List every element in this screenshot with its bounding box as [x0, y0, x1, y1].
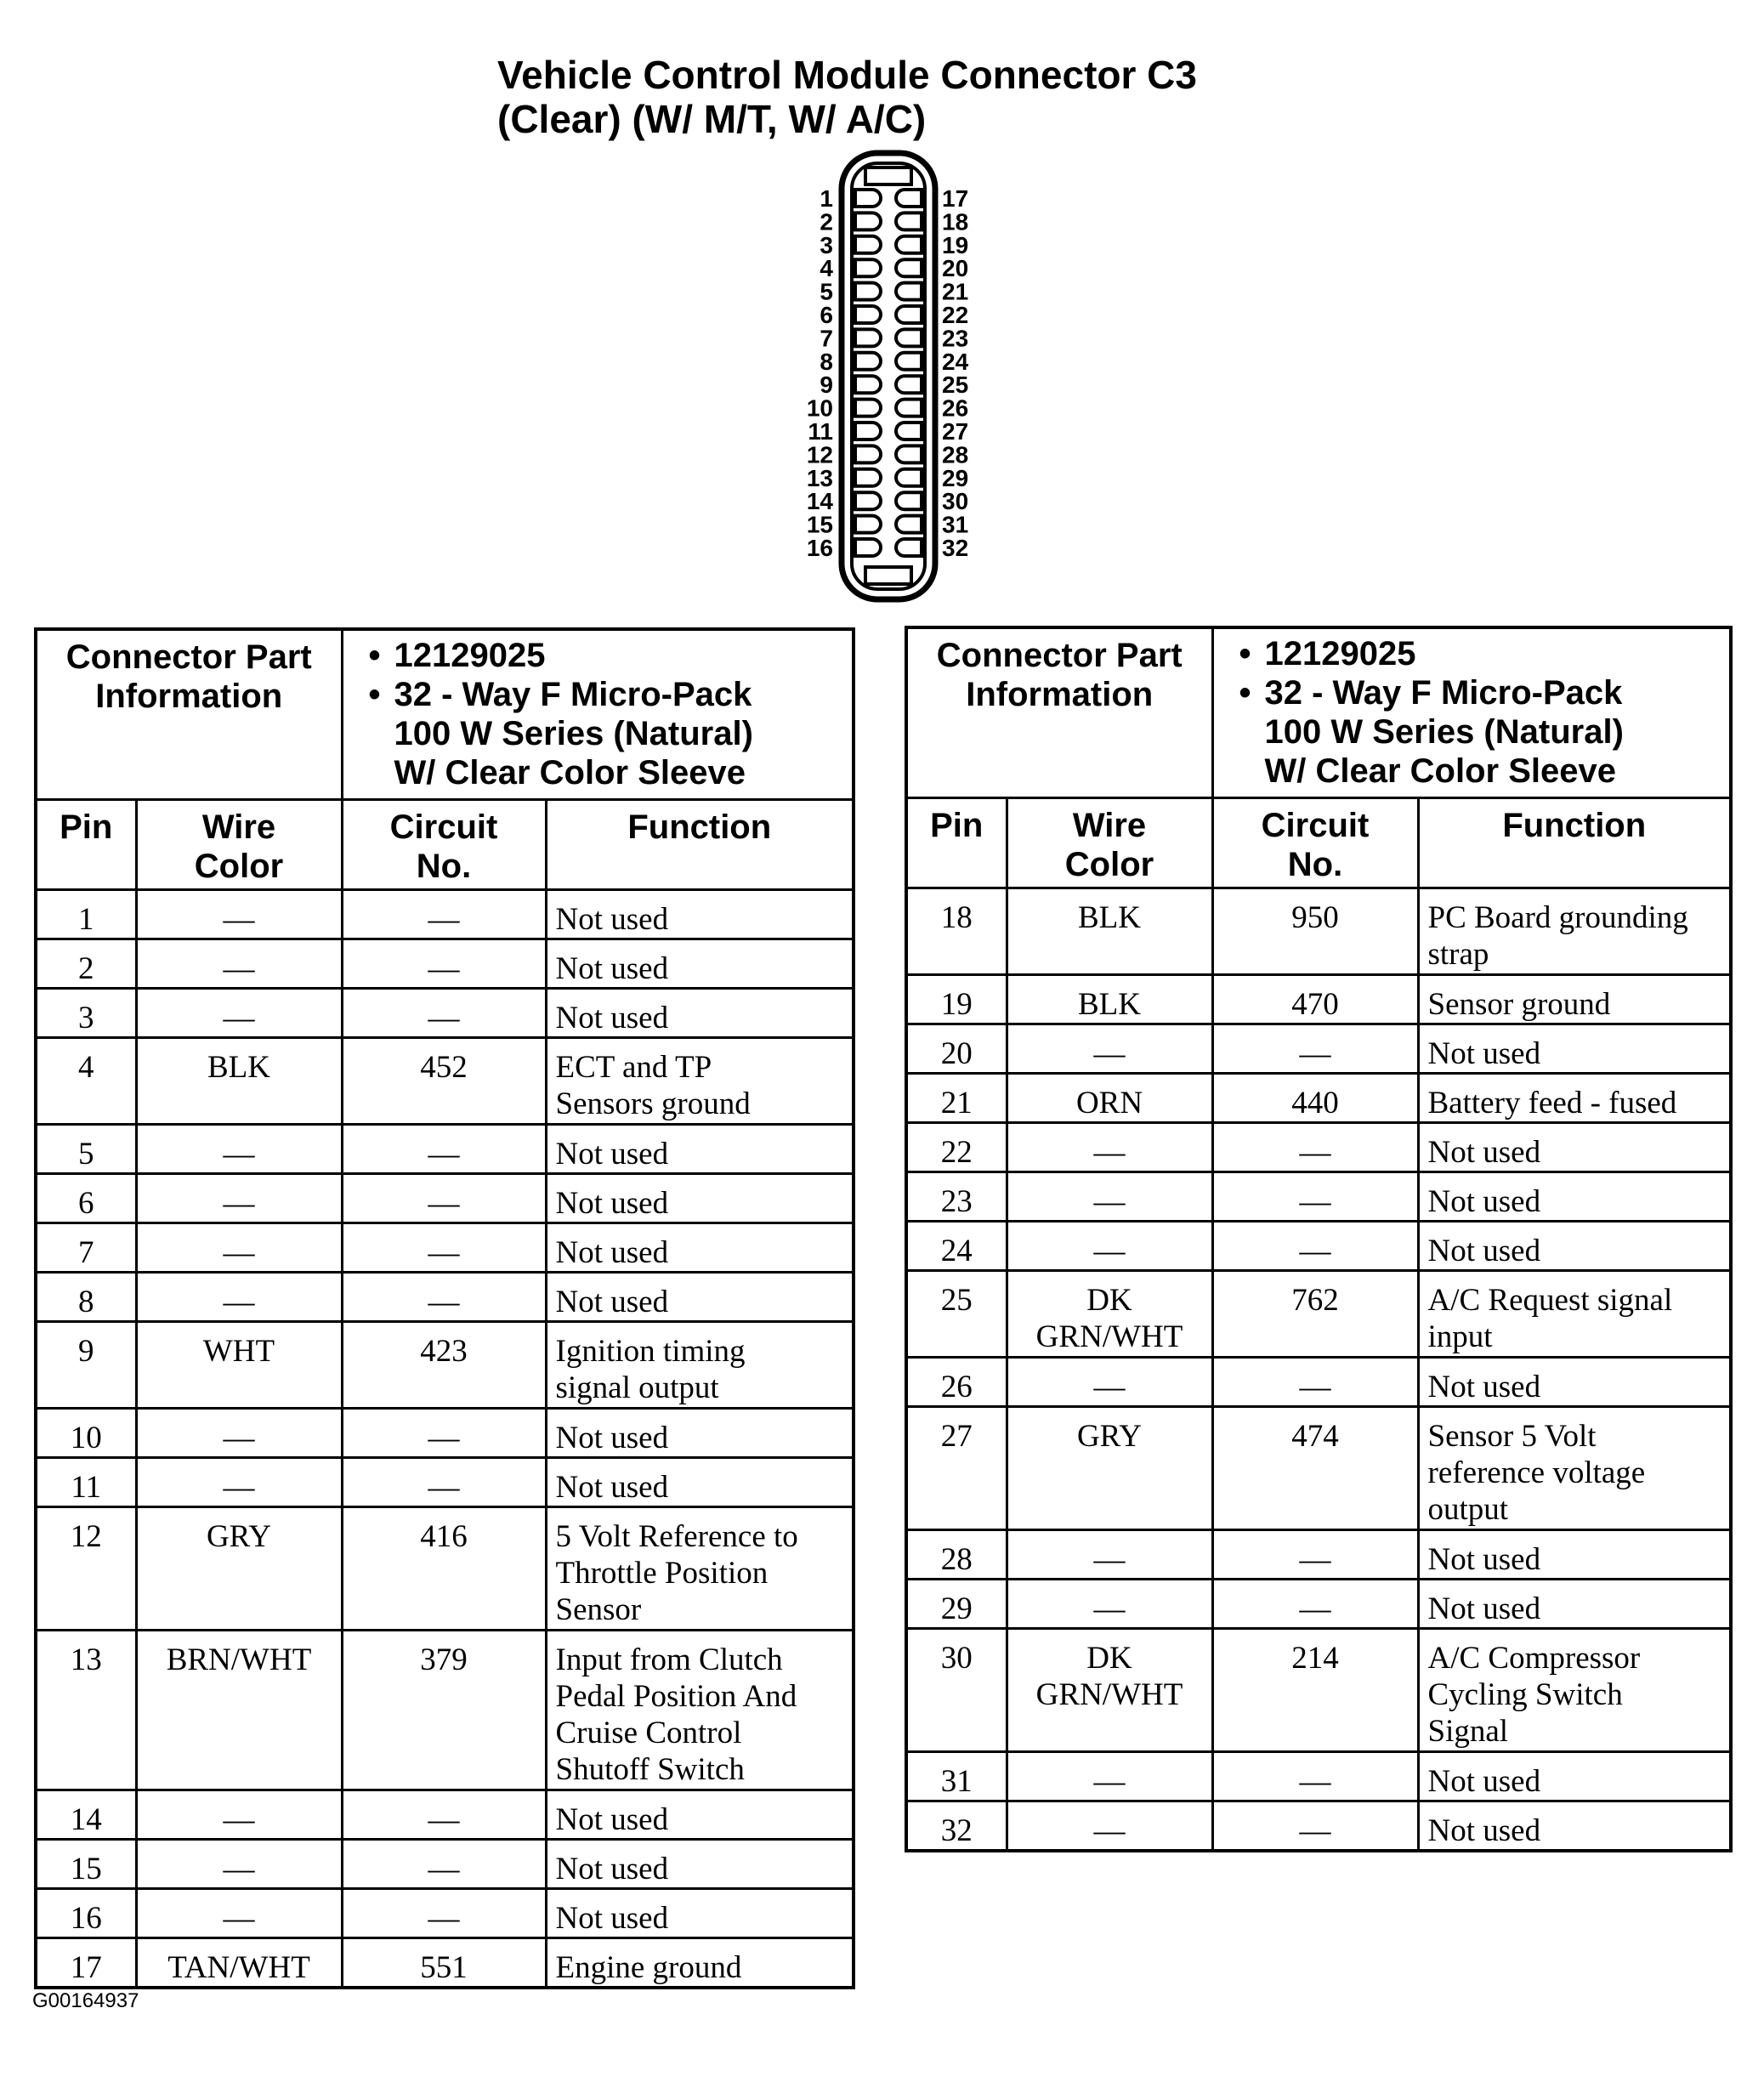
function-line: Not used	[555, 1000, 669, 1035]
pin-cavity-left	[855, 190, 881, 207]
wire-color-cell: —	[1007, 1122, 1212, 1171]
circuit-cell: 950	[1212, 888, 1418, 974]
function-line: Not used	[555, 901, 669, 937]
wire-color-cell: GRY	[1007, 1406, 1212, 1529]
circuit-cell: 379	[342, 1630, 546, 1790]
wire-color-cell: —	[136, 988, 342, 1037]
function-cell	[546, 1272, 854, 1321]
pin-number-label: 28	[942, 441, 969, 468]
function-cell	[546, 988, 854, 1037]
table-row	[906, 1628, 1731, 1751]
pin-number-label: 5	[820, 278, 833, 305]
table-row	[36, 1457, 854, 1506]
function-cell	[546, 1888, 854, 1937]
wire-color-cell: BRN/WHT	[136, 1630, 342, 1790]
part-info-label: Connector Part Information	[36, 629, 342, 799]
table-row	[906, 1357, 1731, 1406]
circuit-cell: —	[342, 1173, 546, 1223]
pin-cell: 4	[36, 1037, 136, 1124]
pin-cavity-left	[855, 445, 881, 462]
table-row	[36, 988, 854, 1037]
pin-number-label: 4	[820, 255, 833, 282]
function-line: Not used	[1427, 1591, 1541, 1626]
circuit-cell: —	[1212, 1024, 1418, 1073]
function-cell	[546, 1037, 854, 1124]
table-row	[36, 1630, 854, 1790]
wire-color-cell: —	[1007, 1579, 1212, 1628]
pin-number-label: 8	[820, 348, 833, 375]
pin-cell: 12	[36, 1506, 136, 1630]
table-row	[906, 1171, 1731, 1221]
function-cell	[546, 1506, 854, 1630]
function-line: Throttle Position	[555, 1555, 769, 1591]
pin-cell: 21	[906, 1073, 1007, 1122]
pin-number-label: 9	[820, 372, 833, 399]
pin-cell: 13	[36, 1630, 136, 1790]
pin-cell: 2	[36, 939, 136, 988]
pin-number-label: 3	[820, 231, 833, 258]
wire-color-cell: —	[1007, 1751, 1212, 1801]
function-cell	[546, 1630, 854, 1790]
function-line: Battery feed - fused	[1427, 1085, 1677, 1120]
circuit-cell: —	[342, 1839, 546, 1888]
part-info-row	[36, 629, 854, 799]
col-header-pin: Pin	[36, 799, 136, 889]
wire-color-cell: —	[136, 1839, 342, 1888]
function-line: Not used	[555, 1851, 669, 1886]
col-header-wire-color: Wire Color	[1007, 797, 1212, 888]
circuit-cell: 440	[1212, 1073, 1418, 1122]
circuit-cell: —	[342, 1790, 546, 1839]
pin-cavity-left	[855, 329, 881, 346]
pin-cavity-left	[855, 400, 881, 417]
pin-cell: 8	[36, 1272, 136, 1321]
table-row	[36, 1790, 854, 1839]
function-cell	[546, 1408, 854, 1457]
pin-cell: 15	[36, 1839, 136, 1888]
function-cell	[546, 1321, 854, 1408]
title-line-1: Vehicle Control Module Connector C3	[497, 53, 1197, 97]
pin-number-label: 21	[942, 278, 969, 305]
function-line: Shutoff Switch	[555, 1751, 745, 1787]
wire-color-cell: —	[1007, 1357, 1212, 1406]
wire-color-cell: BLK	[136, 1037, 342, 1124]
pin-cavity-right	[896, 423, 922, 440]
pin-number-label: 26	[942, 394, 969, 422]
function-line: Not used	[555, 1900, 669, 1936]
wire-color-cell: —	[136, 1457, 342, 1506]
function-line: Not used	[555, 1469, 669, 1505]
pin-number-label: 24	[942, 348, 969, 375]
function-line: Not used	[555, 1185, 669, 1221]
col-header-circuit-no: Circuit No.	[342, 799, 546, 889]
function-line: Engine ground	[555, 1949, 742, 1985]
part-info-row	[906, 627, 1731, 797]
pin-cell: 27	[906, 1406, 1007, 1529]
function-line: strap	[1427, 936, 1489, 972]
column-header-row	[906, 797, 1731, 888]
function-cell	[1418, 1751, 1731, 1801]
pin-cavity-left	[855, 259, 881, 276]
pin-cavity-right	[896, 376, 922, 393]
circuit-cell: 551	[342, 1937, 546, 1988]
function-cell	[1418, 1073, 1731, 1122]
pin-cavity-right	[896, 190, 922, 207]
circuit-cell: 423	[342, 1321, 546, 1408]
connector-latch-top	[865, 167, 911, 184]
function-cell	[1418, 1221, 1731, 1270]
function-line: Not used	[1427, 1813, 1541, 1848]
function-cell	[1418, 1406, 1731, 1529]
circuit-cell: —	[342, 988, 546, 1037]
pin-cavity-right	[896, 236, 922, 253]
wire-color-cell: —	[1007, 1529, 1212, 1579]
circuit-cell: —	[1212, 1751, 1418, 1801]
circuit-cell: —	[1212, 1221, 1418, 1270]
pin-cell: 10	[36, 1408, 136, 1457]
function-line: Signal	[1427, 1713, 1509, 1749]
wire-color-cell: DK GRN/WHT	[1007, 1270, 1212, 1357]
pin-cell: 28	[906, 1529, 1007, 1579]
function-line: Input from Clutch	[555, 1642, 783, 1677]
function-cell	[546, 1839, 854, 1888]
function-line: Not used	[1427, 1183, 1541, 1219]
wire-color-cell: BLK	[1007, 888, 1212, 974]
function-cell	[1418, 1122, 1731, 1171]
pin-cavity-right	[896, 539, 922, 556]
function-cell	[546, 1457, 854, 1506]
pin-cell: 14	[36, 1790, 136, 1839]
connector-c3-diagram	[799, 149, 986, 608]
pin-number-label: 7	[820, 325, 833, 352]
wire-color-cell: BLK	[1007, 974, 1212, 1024]
pin-number-label: 1	[820, 185, 833, 212]
pin-number-label: 12	[806, 441, 833, 468]
table-row	[906, 1801, 1731, 1851]
wire-color-cell: —	[136, 939, 342, 988]
function-line: PC Board grounding	[1427, 899, 1688, 935]
table-row	[36, 1124, 854, 1173]
wire-color-cell: DK GRN/WHT	[1007, 1628, 1212, 1751]
table-row	[36, 1937, 854, 1988]
wire-color-cell: —	[136, 889, 342, 939]
pin-cell: 22	[906, 1122, 1007, 1171]
function-line: Not used	[1427, 1035, 1541, 1071]
wire-color-cell: —	[136, 1124, 342, 1173]
function-line: reference voltage	[1427, 1455, 1646, 1490]
circuit-cell: —	[1212, 1579, 1418, 1628]
pin-cavity-right	[896, 492, 922, 509]
wire-color-cell: —	[1007, 1171, 1212, 1221]
pin-cell: 6	[36, 1173, 136, 1223]
wire-color-cell: —	[1007, 1221, 1212, 1270]
pin-cell: 32	[906, 1801, 1007, 1851]
table-row	[906, 1221, 1731, 1270]
function-line: Not used	[1427, 1134, 1541, 1170]
pin-cavity-right	[896, 469, 922, 486]
pinout-table-left	[34, 627, 855, 1989]
pin-number-label: 11	[808, 418, 833, 445]
function-line: A/C Compressor	[1427, 1640, 1641, 1676]
table-row	[36, 1223, 854, 1272]
pin-cavity-left	[855, 516, 881, 533]
column-header-row	[36, 799, 854, 889]
function-cell	[546, 1790, 854, 1839]
circuit-cell: —	[342, 1888, 546, 1937]
wire-color-cell: —	[136, 1272, 342, 1321]
function-line: signal output	[555, 1370, 719, 1405]
pin-cell: 11	[36, 1457, 136, 1506]
pin-number-label: 25	[942, 372, 969, 399]
pin-cell: 19	[906, 974, 1007, 1024]
function-line: Sensors ground	[555, 1086, 751, 1121]
function-line: ECT and TP	[555, 1049, 712, 1085]
function-cell	[546, 1124, 854, 1173]
part-info-label: Connector Part Information	[906, 627, 1212, 797]
function-cell	[1418, 1270, 1731, 1357]
table-row	[906, 974, 1731, 1024]
pin-number-label: 15	[806, 511, 833, 538]
pin-cavity-right	[896, 400, 922, 417]
pin-number-label: 13	[806, 464, 833, 491]
function-cell	[546, 1223, 854, 1272]
pinout-table-right	[905, 626, 1733, 1852]
wire-color-cell: TAN/WHT	[136, 1937, 342, 1988]
pin-cell: 16	[36, 1888, 136, 1937]
pin-cell: 9	[36, 1321, 136, 1408]
pin-cell: 5	[36, 1124, 136, 1173]
pin-number-label: 2	[820, 208, 833, 235]
wire-color-cell: —	[1007, 1024, 1212, 1073]
col-header-circuit-no: Circuit No.	[1212, 797, 1418, 888]
col-header-function: Function	[1418, 797, 1731, 888]
function-line: Cruise Control	[555, 1715, 742, 1750]
pin-cavity-left	[855, 539, 881, 556]
pin-number-label: 14	[806, 488, 833, 515]
function-cell	[546, 1937, 854, 1988]
circuit-cell: —	[342, 1124, 546, 1173]
pin-cavity-left	[855, 236, 881, 253]
pin-cavity-left	[855, 376, 881, 393]
circuit-cell: 452	[342, 1037, 546, 1124]
pin-cavity-left	[855, 469, 881, 486]
part-number: • 12129025	[394, 636, 853, 675]
pin-cavity-right	[896, 353, 922, 370]
pin-cell: 31	[906, 1751, 1007, 1801]
table-row	[36, 1173, 854, 1223]
circuit-cell: —	[342, 1457, 546, 1506]
circuit-cell: —	[342, 939, 546, 988]
pin-number-label: 23	[942, 325, 969, 352]
function-line: Sensor	[555, 1591, 642, 1627]
diagram-title	[497, 53, 1197, 141]
pin-cell: 17	[36, 1937, 136, 1988]
connector-latch-bottom	[865, 567, 911, 584]
pin-number-label: 18	[942, 208, 969, 235]
function-cell	[1418, 1529, 1731, 1579]
function-line: A/C Request signal	[1427, 1282, 1673, 1318]
col-header-wire-color: Wire Color	[136, 799, 342, 889]
circuit-cell: 416	[342, 1506, 546, 1630]
table-row	[36, 1888, 854, 1937]
function-line: Not used	[555, 1136, 669, 1171]
function-line: Pedal Position And	[555, 1678, 797, 1714]
function-line: Not used	[555, 1801, 669, 1837]
pin-cavity-right	[896, 259, 922, 276]
wire-color-cell: —	[136, 1790, 342, 1839]
circuit-cell: —	[1212, 1529, 1418, 1579]
pin-cell: 7	[36, 1223, 136, 1272]
function-cell	[1418, 888, 1731, 974]
function-line: Sensor 5 Volt	[1427, 1418, 1597, 1454]
pin-number-label: 29	[942, 464, 969, 491]
circuit-cell: —	[1212, 1122, 1418, 1171]
pin-cavity-left	[855, 423, 881, 440]
pin-cavity-left	[855, 306, 881, 323]
function-line: input	[1427, 1319, 1493, 1354]
function-line: output	[1427, 1491, 1509, 1527]
function-cell	[1418, 974, 1731, 1024]
pin-number-label: 30	[942, 488, 969, 515]
pin-cell: 24	[906, 1221, 1007, 1270]
pin-cavity-right	[896, 213, 922, 230]
table-row	[36, 1037, 854, 1124]
function-cell	[1418, 1579, 1731, 1628]
pin-cavity-right	[896, 329, 922, 346]
circuit-cell: —	[342, 889, 546, 939]
pin-cavity-right	[896, 445, 922, 462]
table-row	[906, 1579, 1731, 1628]
figure-id: G00164937	[32, 1989, 139, 2012]
function-cell	[1418, 1801, 1731, 1851]
function-line: Not used	[1427, 1369, 1541, 1404]
pin-cavity-right	[896, 306, 922, 323]
function-cell	[546, 1173, 854, 1223]
table-row	[36, 1408, 854, 1457]
table-row	[36, 939, 854, 988]
table-row	[906, 1073, 1731, 1122]
function-cell	[1418, 1628, 1731, 1751]
table-row	[36, 1506, 854, 1630]
table-row	[36, 1321, 854, 1408]
table-row	[36, 1839, 854, 1888]
pin-cell: 18	[906, 888, 1007, 974]
table-row	[906, 1751, 1731, 1801]
part-number: • 12129025	[1265, 634, 1730, 673]
wire-color-cell: —	[136, 1408, 342, 1457]
function-line: Not used	[555, 1234, 669, 1270]
col-header-function: Function	[546, 799, 854, 889]
part-description: • 32 - Way F Micro-Pack	[1265, 673, 1730, 712]
function-line: Not used	[1427, 1763, 1541, 1799]
circuit-cell: 474	[1212, 1406, 1418, 1529]
pin-cavity-right	[896, 516, 922, 533]
circuit-cell: —	[1212, 1357, 1418, 1406]
table-row	[906, 1024, 1731, 1073]
pin-cavity-left	[855, 492, 881, 509]
pin-cell: 3	[36, 988, 136, 1037]
function-cell	[1418, 1024, 1731, 1073]
function-cell	[546, 889, 854, 939]
table-row	[36, 1272, 854, 1321]
table-row	[906, 1406, 1731, 1529]
part-info-detail: • 12129025 • 32 - Way F Micro-Pack 100 W Series (Natural) W/ Clear Color Sleeve	[342, 629, 854, 799]
function-line: Cycling Switch	[1427, 1676, 1623, 1712]
pin-number-label: 6	[820, 302, 833, 328]
pin-number-label: 10	[806, 394, 833, 422]
wire-color-cell: —	[136, 1888, 342, 1937]
wire-color-cell: —	[136, 1173, 342, 1223]
function-line: Sensor ground	[1427, 986, 1611, 1022]
circuit-cell: —	[342, 1408, 546, 1457]
part-description: • 32 - Way F Micro-Pack	[394, 675, 853, 714]
function-line: Not used	[555, 950, 669, 986]
table-row	[36, 889, 854, 939]
function-line: 5 Volt Reference to	[555, 1518, 798, 1554]
pin-cell: 26	[906, 1357, 1007, 1406]
pin-cavity-left	[855, 213, 881, 230]
circuit-cell: —	[1212, 1171, 1418, 1221]
pin-cell: 25	[906, 1270, 1007, 1357]
pin-number-label: 19	[942, 231, 969, 258]
pin-cavity-left	[855, 283, 881, 300]
pin-number-label: 16	[806, 535, 833, 561]
pin-cavity-left	[855, 353, 881, 370]
function-line: Ignition timing	[555, 1333, 746, 1369]
col-header-pin: Pin	[906, 797, 1007, 888]
pin-cell: 29	[906, 1579, 1007, 1628]
pin-number-label: 20	[942, 255, 969, 282]
circuit-cell: 214	[1212, 1628, 1418, 1751]
circuit-cell: 762	[1212, 1270, 1418, 1357]
pin-cell: 1	[36, 889, 136, 939]
circuit-cell: —	[342, 1272, 546, 1321]
table-row	[906, 1270, 1731, 1357]
function-cell	[546, 939, 854, 988]
pin-cavity-right	[896, 283, 922, 300]
wire-color-cell: GRY	[136, 1506, 342, 1630]
function-line: Not used	[1427, 1233, 1541, 1268]
pin-cell: 20	[906, 1024, 1007, 1073]
pin-cell: 23	[906, 1171, 1007, 1221]
function-line: Not used	[555, 1284, 669, 1319]
function-cell	[1418, 1171, 1731, 1221]
circuit-cell: 470	[1212, 974, 1418, 1024]
circuit-cell: —	[1212, 1801, 1418, 1851]
wire-color-cell: —	[136, 1223, 342, 1272]
pin-number-label: 31	[942, 511, 969, 538]
circuit-cell: —	[342, 1223, 546, 1272]
table-row	[906, 888, 1731, 974]
wire-color-cell: WHT	[136, 1321, 342, 1408]
pin-number-label: 27	[942, 418, 969, 445]
wire-color-cell: ORN	[1007, 1073, 1212, 1122]
function-cell	[1418, 1357, 1731, 1406]
pin-number-label: 22	[942, 302, 969, 328]
title-line-2: (Clear) (W/ M/T, W/ A/C)	[497, 97, 927, 141]
pin-number-label: 17	[942, 185, 969, 212]
pin-number-label: 32	[942, 535, 969, 561]
table-row	[906, 1529, 1731, 1579]
wire-color-cell: —	[1007, 1801, 1212, 1851]
table-row	[906, 1122, 1731, 1171]
function-line: Not used	[555, 1420, 669, 1455]
part-info-detail: • 12129025 • 32 - Way F Micro-Pack 100 W Series (Natural) W/ Clear Color Sleeve	[1212, 627, 1731, 797]
function-line: Not used	[1427, 1541, 1541, 1577]
pin-cell: 30	[906, 1628, 1007, 1751]
